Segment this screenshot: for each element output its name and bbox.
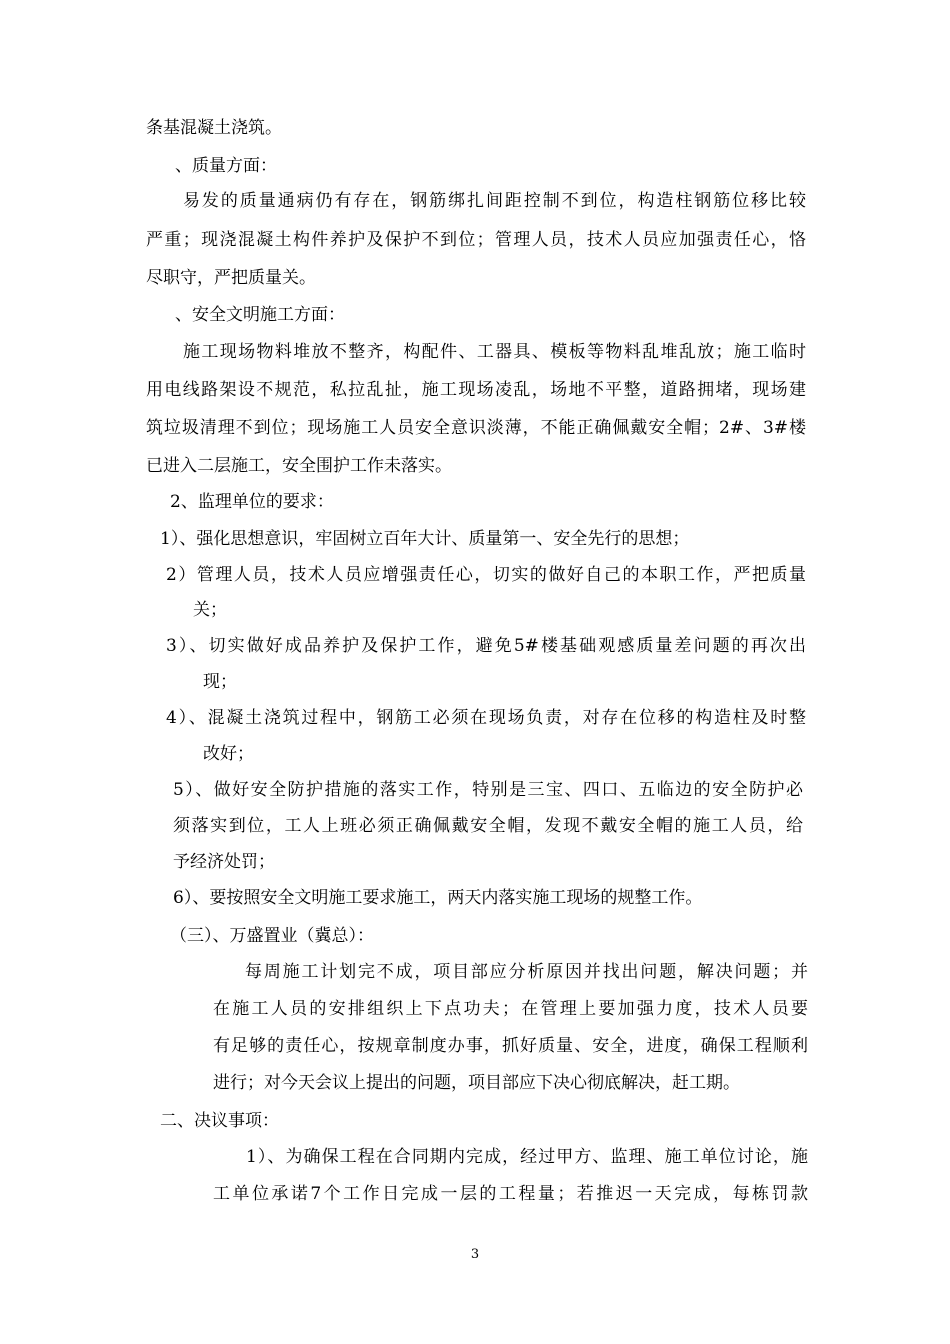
list-item-continuation: 关； (193, 600, 227, 620)
list-item: 5）、做好安全防护措施的落实工作，特别是三宝、四口、五临边的安全防护必 (173, 780, 803, 800)
text-line: 用电线路架设不规范，私拉乱扯，施工现场凌乱，场地不平整，道路拥堵，现场建 (146, 380, 806, 400)
text-line: 已进入二层施工，安全围护工作未落实。 (146, 456, 452, 476)
section-heading-wansheng: （三）、万盛置业（冀总）： (170, 926, 374, 946)
section-heading-quality: 、质量方面： (175, 156, 277, 176)
list-item: 1）、强化思想意识，牢固树立百年大计、质量第一、安全先行的思想； (160, 529, 690, 549)
text-line: 在施工人员的安排组织上下点功夫；在管理上要加强力度，技术人员要 (213, 999, 808, 1019)
text-line: 每周施工计划完不成，项目部应分析原因并找出问题，解决问题；并 (245, 962, 808, 982)
text-line: 尽职守，严把质量关。 (146, 268, 316, 288)
list-item-continuation: 工单位承诺7个工作日完成一层的工程量；若推迟一天完成，每栋罚款 (213, 1184, 808, 1204)
list-item-continuation: 现； (203, 672, 237, 692)
section-heading-safety: 、安全文明施工方面： (175, 305, 345, 325)
text-line: 有足够的责任心，按规章制度办事，抓好质量、安全，进度，确保工程顺利 (213, 1036, 808, 1056)
list-item: 2）管理人员，技术人员应增强责任心，切实的做好自己的本职工作，严把质量 (166, 565, 806, 585)
list-item-continuation: 改好； (203, 744, 254, 764)
text-line: 进行；对今天会议上提出的问题，项目部应下决心彻底解决，赶工期。 (213, 1073, 740, 1093)
list-item-continuation: 予经济处罚； (173, 852, 275, 872)
section-heading-supervisor: 2、监理单位的要求： (170, 492, 334, 512)
list-item: 4）、混凝土浇筑过程中，钢筋工必须在现场负责，对存在位移的构造柱及时整 (166, 708, 806, 728)
text-line: 易发的质量通病仍有存在，钢筋绑扎间距控制不到位，构造柱钢筋位移比较 (183, 191, 806, 211)
text-line: 筑垃圾清理不到位；现场施工人员安全意识淡薄，不能正确佩戴安全帽；2#、3#楼 (146, 418, 806, 438)
page-number: 3 (470, 1247, 480, 1262)
list-item: 6）、要按照安全文明施工要求施工，两天内落实施工现场的规整工作。 (173, 888, 703, 908)
text-line: 严重；现浇混凝土构件养护及保护不到位；管理人员，技术人员应加强责任心，恪 (146, 230, 806, 250)
text-line: 条基混凝土浇筑。 (146, 118, 282, 138)
list-item: 1）、为确保工程在合同期内完成，经过甲方、监理、施工单位讨论，施 (246, 1147, 808, 1167)
list-item: 3）、切实做好成品养护及保护工作，避免5#楼基础观感质量差问题的再次出 (166, 636, 806, 656)
list-item-continuation: 须落实到位，工人上班必须正确佩戴安全帽，发现不戴安全帽的施工人员，给 (173, 816, 803, 836)
section-heading-resolutions: 二、决议事项： (160, 1111, 279, 1131)
text-line: 施工现场物料堆放不整齐，构配件、工器具、模板等物料乱堆乱放；施工临时 (183, 342, 806, 362)
